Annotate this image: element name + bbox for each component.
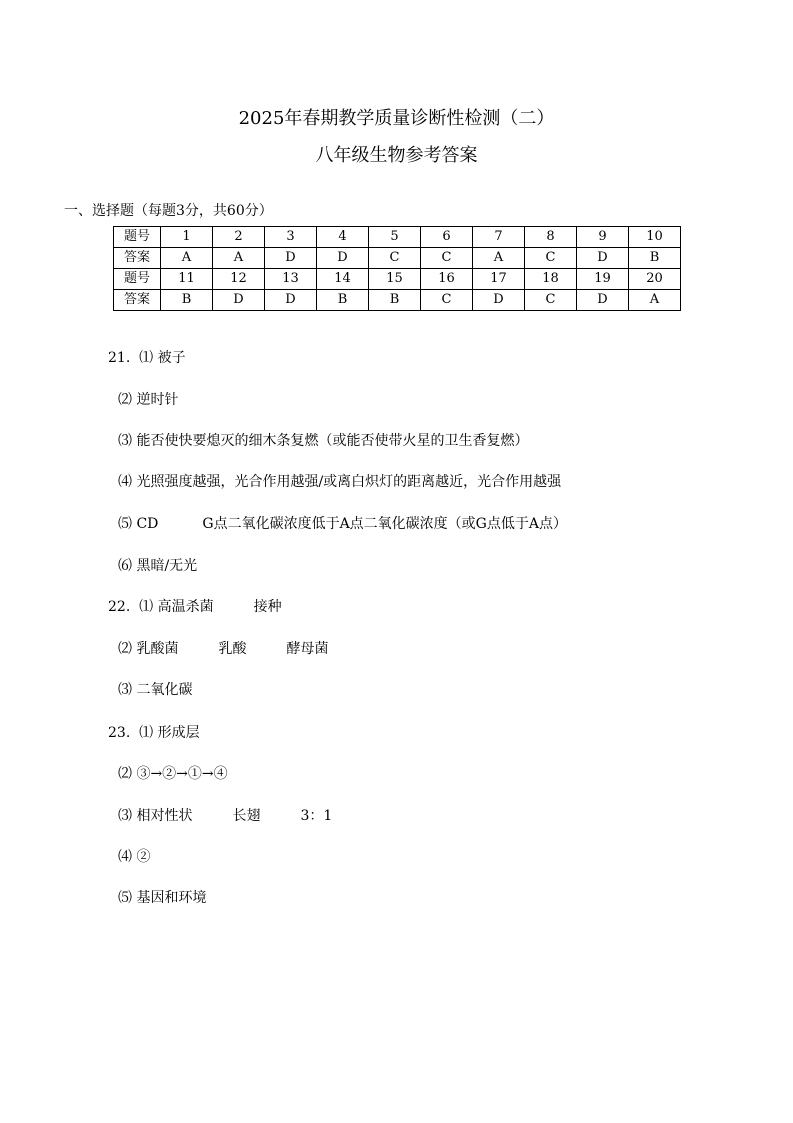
table-cell: D — [473, 290, 525, 311]
table-cell: D — [265, 248, 317, 269]
table-cell: 17 — [473, 269, 525, 290]
answer-21-4: ⑷ 光照强度越强，光合作用越强/或离白炽灯的距离越近，光合作用越强 — [118, 474, 562, 490]
table-cell: D — [577, 248, 629, 269]
answer-23-4: ⑷ ② — [118, 849, 151, 865]
table-cell: 1 — [161, 227, 213, 248]
table-cell: 5 — [369, 227, 421, 248]
table-row-header: 题号 — [114, 227, 161, 248]
answer-23-3a: ⑶ 相对性状 — [118, 808, 193, 824]
answer-23-3b: 长翅 — [232, 808, 261, 824]
table-cell: C — [421, 248, 473, 269]
answer-22-1a: 22. ⑴ 高温杀菌 — [108, 599, 214, 615]
table-cell: B — [161, 290, 213, 311]
table-cell: A — [161, 248, 213, 269]
table-cell: B — [629, 248, 681, 269]
answer-22-1b: 接种 — [253, 599, 282, 615]
answer-21-5a: ⑸ CD — [118, 516, 159, 532]
answer-21-5b: G点二氧化碳浓度低于A点二氧化碳浓度（或G点低于A点） — [202, 516, 567, 532]
table-cell: 12 — [213, 269, 265, 290]
table-cell: A — [473, 248, 525, 269]
table-cell: 2 — [213, 227, 265, 248]
table-cell: C — [525, 290, 577, 311]
table-cell: A — [213, 248, 265, 269]
answer-21-5 — [118, 513, 567, 533]
table-row — [114, 248, 681, 269]
table-cell: 9 — [577, 227, 629, 248]
answer-23-3 — [118, 805, 332, 825]
table-cell: 4 — [317, 227, 369, 248]
answer-22-3: ⑶ 二氧化碳 — [118, 682, 193, 698]
answer-22-2c: 酵母菌 — [286, 641, 329, 657]
table-cell: 7 — [473, 227, 525, 248]
answer-22-2b: 乳酸 — [218, 641, 247, 657]
answer-22-1 — [108, 596, 282, 616]
table-cell: D — [213, 290, 265, 311]
table-cell: 13 — [265, 269, 317, 290]
table-cell: C — [369, 248, 421, 269]
answer-23-5: ⑸ 基因和环境 — [118, 890, 207, 906]
answer-22-2a: ⑵ 乳酸菌 — [118, 641, 179, 657]
table-cell: 3 — [265, 227, 317, 248]
table-cell: 20 — [629, 269, 681, 290]
table-row — [114, 227, 681, 248]
table-row — [114, 290, 681, 311]
page-subtitle: 八年级生物参考答案 — [315, 145, 478, 166]
answer-21-1: 21. ⑴ 被子 — [108, 350, 186, 366]
answer-21-3: ⑶ 能否使快要熄灭的细木条复燃（或能否使带火星的卫生香复燃） — [118, 433, 529, 449]
table-cell: 10 — [629, 227, 681, 248]
table-cell: 11 — [161, 269, 213, 290]
answer-21-2: ⑵ 逆时针 — [118, 392, 179, 408]
table-cell: D — [317, 248, 369, 269]
table-cell: 15 — [369, 269, 421, 290]
table-cell: B — [317, 290, 369, 311]
table-cell: 19 — [577, 269, 629, 290]
answer-23-1: 23. ⑴ 形成层 — [108, 725, 200, 741]
answer-23-2: ⑵ ③→②→①→④ — [118, 766, 228, 782]
answer-23-3c: 3：1 — [300, 808, 333, 824]
table-cell: D — [577, 290, 629, 311]
table-row-header: 答案 — [114, 248, 161, 269]
table-cell: C — [421, 290, 473, 311]
answer-table — [113, 226, 681, 311]
table-cell: D — [265, 290, 317, 311]
table-cell: 8 — [525, 227, 577, 248]
table-row — [114, 269, 681, 290]
table-cell: 6 — [421, 227, 473, 248]
table-cell: C — [525, 248, 577, 269]
table-cell: 14 — [317, 269, 369, 290]
page-title: 2025年春期教学质量诊断性检测（二） — [238, 108, 555, 129]
table-row-header: 答案 — [114, 290, 161, 311]
answer-21-6: ⑹ 黑暗/无光 — [118, 558, 198, 574]
table-cell: 18 — [525, 269, 577, 290]
answer-22-2 — [118, 638, 328, 658]
section-heading: 一、选择题（每题3分，共60分） — [64, 203, 273, 219]
table-cell: B — [369, 290, 421, 311]
table-cell: 16 — [421, 269, 473, 290]
table-row-header: 题号 — [114, 269, 161, 290]
table-cell: A — [629, 290, 681, 311]
